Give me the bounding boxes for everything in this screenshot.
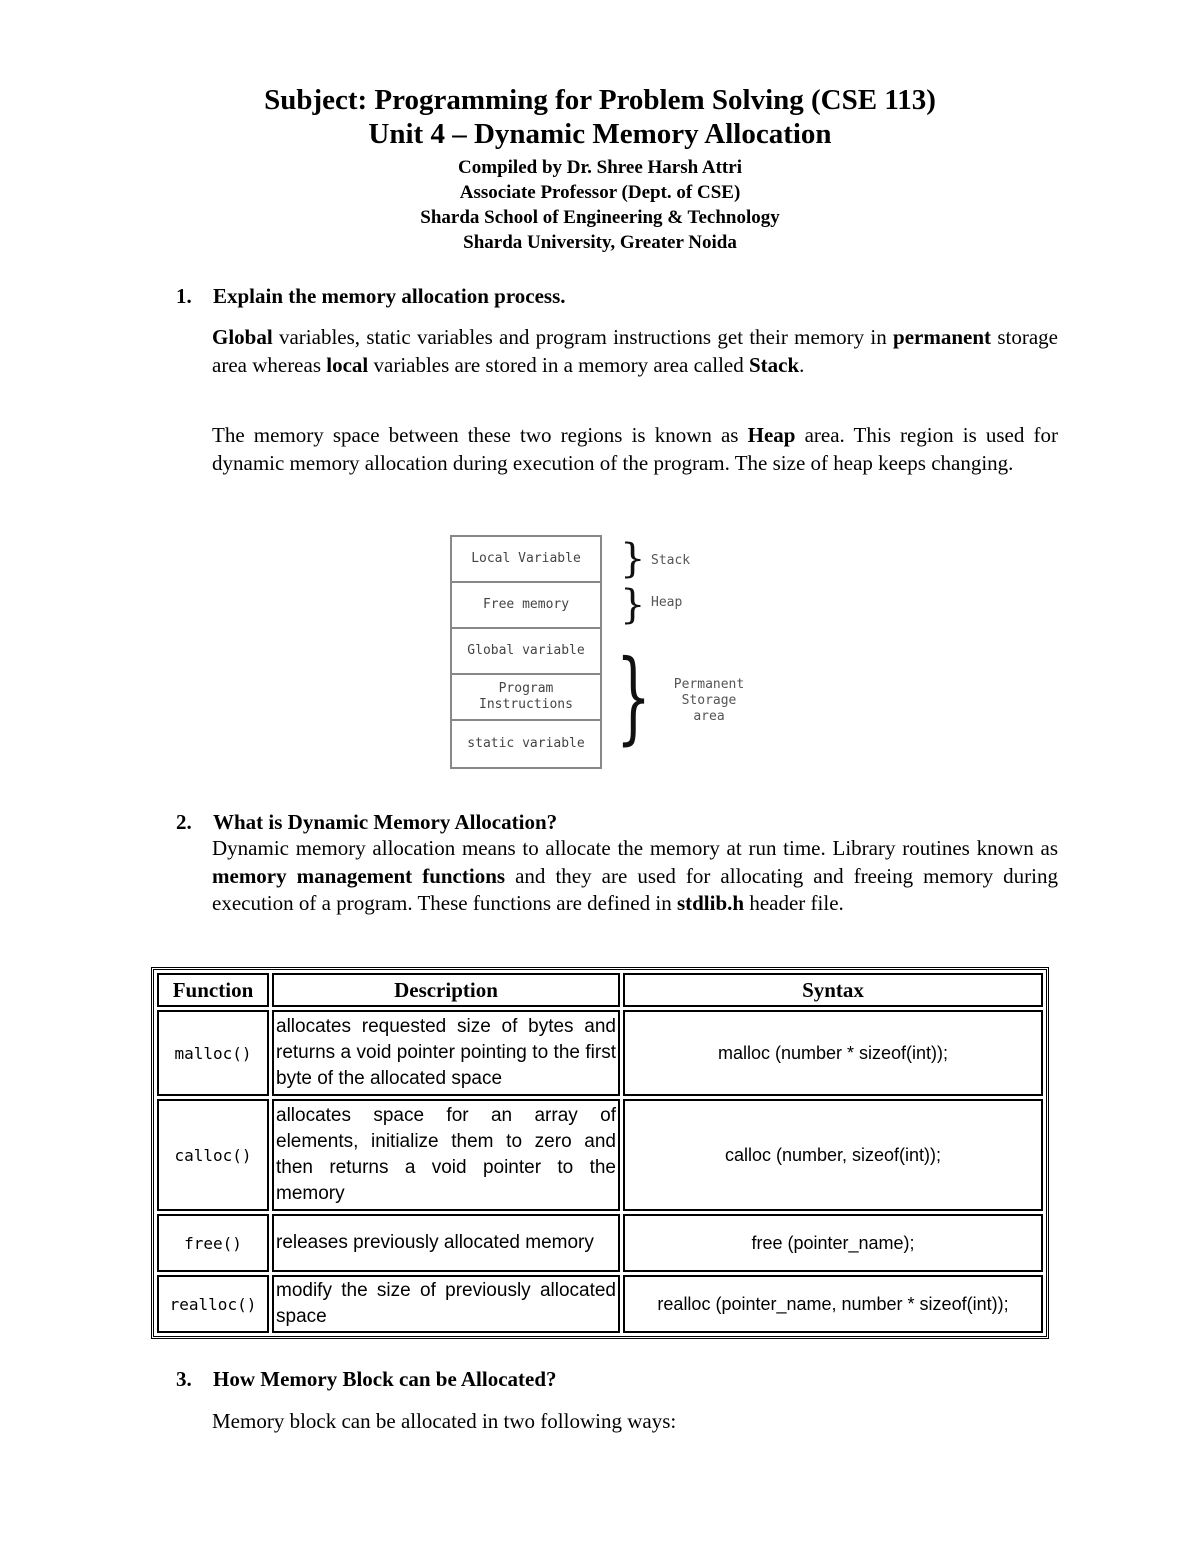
function-cell: malloc() (157, 1010, 269, 1096)
syntax-cell: free (pointer_name); (623, 1214, 1043, 1272)
q1-paragraph-2: The memory space between these two regions is known as Heap area. This region is used for dynamic memory allocation during execution of the program. The size of heap keeps changing. (212, 423, 1058, 475)
heap-brace-icon: } (620, 582, 646, 628)
stack-label: Stack (651, 553, 691, 568)
table-row (157, 1214, 1043, 1272)
diagram-box-local-variable: Local Variable (450, 535, 602, 583)
heap-label: Heap (651, 595, 683, 610)
q3-paragraph: Memory block can be allocated in two following ways: (212, 1409, 677, 1433)
question-title: Explain the memory allocation process. (213, 284, 566, 308)
document-header (0, 83, 1200, 255)
stack-brace-icon: } (620, 536, 646, 582)
description-cell: modify the size of previously allocated space (272, 1275, 620, 1333)
permanent-storage-label: Permanent Storage area (673, 677, 745, 724)
diagram-box-global-variable: Global variable (450, 627, 602, 675)
description-cell: allocates space for an array of elements, initialize them to zero and then returns a void pointer to the memory (272, 1099, 620, 1211)
function-cell: free() (157, 1214, 269, 1272)
subject-title: Subject: Programming for Problem Solving (CSE 113) (264, 84, 936, 116)
memory-layout-diagram (448, 535, 768, 771)
description-cell: allocates requested size of bytes and returns a void pointer pointing to the first byte of the allocated space (272, 1010, 620, 1096)
university-name: Sharda University, Greater Noida (463, 232, 737, 253)
column-header-function: Function (157, 973, 269, 1007)
compiled-by: Compiled by Dr. Shree Harsh Attri (458, 157, 742, 178)
school-name: Sharda School of Engineering & Technology (420, 207, 780, 228)
q1-paragraph-1: Global variables, static variables and program instructions get their memory in permanent storage area whereas local variables are stored in a memory area called Stack. (212, 325, 1058, 377)
diagram-box-program-instructions: Program Instructions (450, 673, 602, 721)
syntax-cell: realloc (pointer_name, number * sizeof(int)); (623, 1275, 1043, 1333)
question-number: 3. (176, 1367, 192, 1391)
permanent-brace-icon: } (616, 638, 651, 755)
designation: Associate Professor (Dept. of CSE) (459, 182, 741, 203)
q2-paragraph: Dynamic memory allocation means to allocate the memory at run time. Library routines known as memory management functions and they are used for allocating and freeing memory during execution of a program. These functions are defined in stdlib.h header file. (212, 836, 1059, 915)
diagram-box-static-variable: static variable (450, 719, 602, 769)
syntax-cell: calloc (number, sizeof(int)); (623, 1099, 1043, 1211)
question-number: 2. (176, 810, 192, 834)
table-row (157, 1275, 1043, 1333)
function-cell: realloc() (157, 1275, 269, 1333)
syntax-cell: malloc (number * sizeof(int)); (623, 1010, 1043, 1096)
column-header-description: Description (272, 973, 620, 1007)
table-row (157, 1010, 1043, 1096)
unit-title: Unit 4 – Dynamic Memory Allocation (368, 118, 832, 150)
diagram-box-free-memory: Free memory (450, 581, 602, 629)
table-row (157, 1099, 1043, 1211)
question-title: What is Dynamic Memory Allocation? (213, 810, 558, 834)
question-number: 1. (176, 284, 192, 308)
question-title: How Memory Block can be Allocated? (213, 1367, 557, 1391)
description-cell: releases previously allocated memory (272, 1214, 620, 1272)
function-cell: calloc() (157, 1099, 269, 1211)
column-header-syntax: Syntax (623, 973, 1043, 1007)
table-header-row (157, 973, 1043, 1007)
memory-functions-table (151, 967, 1049, 1339)
